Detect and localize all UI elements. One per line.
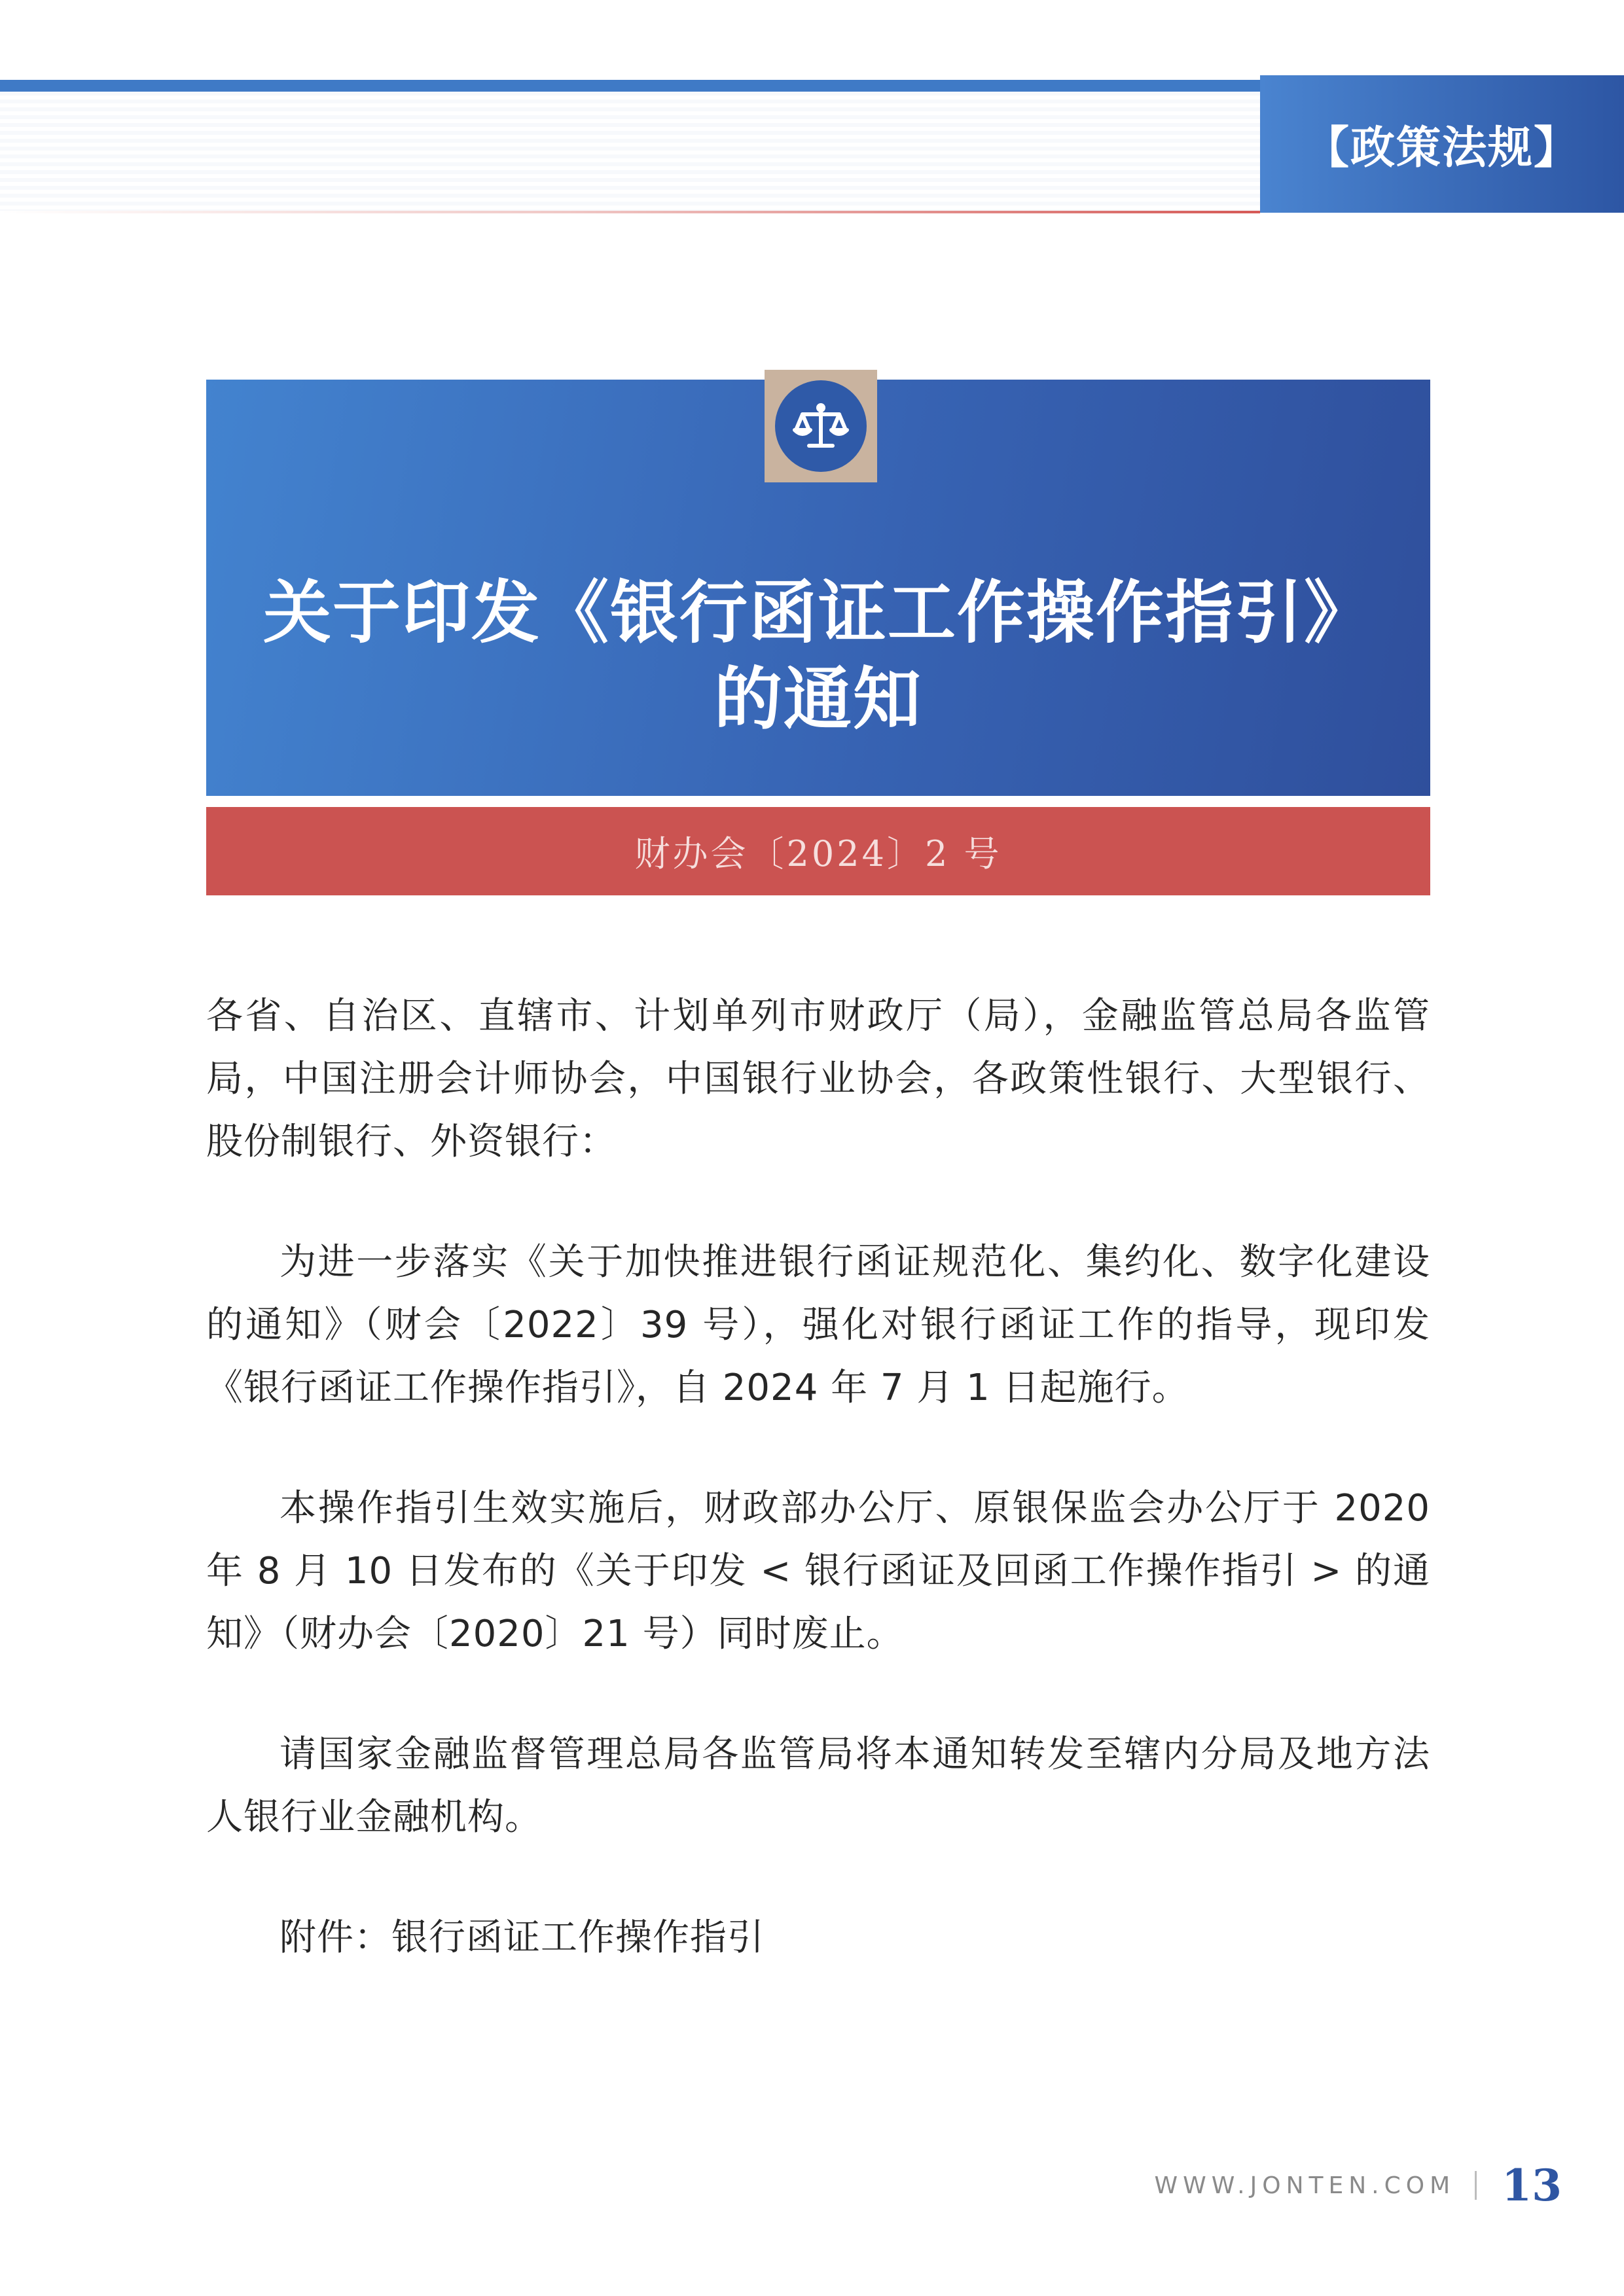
body-paragraph-1: 为进一步落实《关于加快推进银行函证规范化、集约化、数字化建设的通知》（财会〔2022〕39 号），强化对银行函证工作的指导，现印发《银行函证工作操作指引》，自 2024 年 7 月 1 日起施行。 [206,1241,1430,1409]
body-paragraph-3: 请国家金融监督管理总局各监管局将本通知转发至辖内分局及地方法人银行业金融机构。 [206,1733,1430,1839]
document-body [206,985,1430,1969]
footer-divider [1475,2171,1477,2200]
emblem-circle [775,380,867,472]
attachment-line: 附件：银行函证工作操作指引 [280,1916,765,1959]
page-number: 13 [1502,2160,1562,2211]
document-title [206,569,1430,742]
addressee-paragraph: 各省、自治区、直辖市、计划单列市财政厅（局），金融监管总局各监管局，中国注册会计师协会，中国银行业协会，各政策性银行、大型银行、股份制银行、外资银行： [206,995,1430,1163]
title-line-2: 的通知 [713,659,922,739]
body-paragraph-2: 本操作指引生效实施后，财政部办公厅、原银保监会办公厅于 2020 年 8 月 10 日发布的《关于印发 < 银行函证及回函工作操作指引 > 的通知》（财办会〔2020〕21 号）同时废止。 [206,1487,1430,1655]
document-number-bar [206,807,1430,895]
header-accent-line [0,211,1260,213]
page-footer [1155,2160,1562,2211]
header-band [0,92,1260,213]
section-tag [1260,75,1624,213]
section-tag-label: 【政策法规】 [1304,121,1579,174]
footer-website: WWW.JONTEN.COM [1154,2172,1456,2199]
scales-of-justice-icon [788,393,854,459]
emblem [765,370,877,482]
document-number: 财办会〔2024〕2 号 [634,833,1002,874]
header-top-line [0,80,1260,92]
title-line-1: 关于印发《银行函证工作操作指引》 [262,573,1373,653]
